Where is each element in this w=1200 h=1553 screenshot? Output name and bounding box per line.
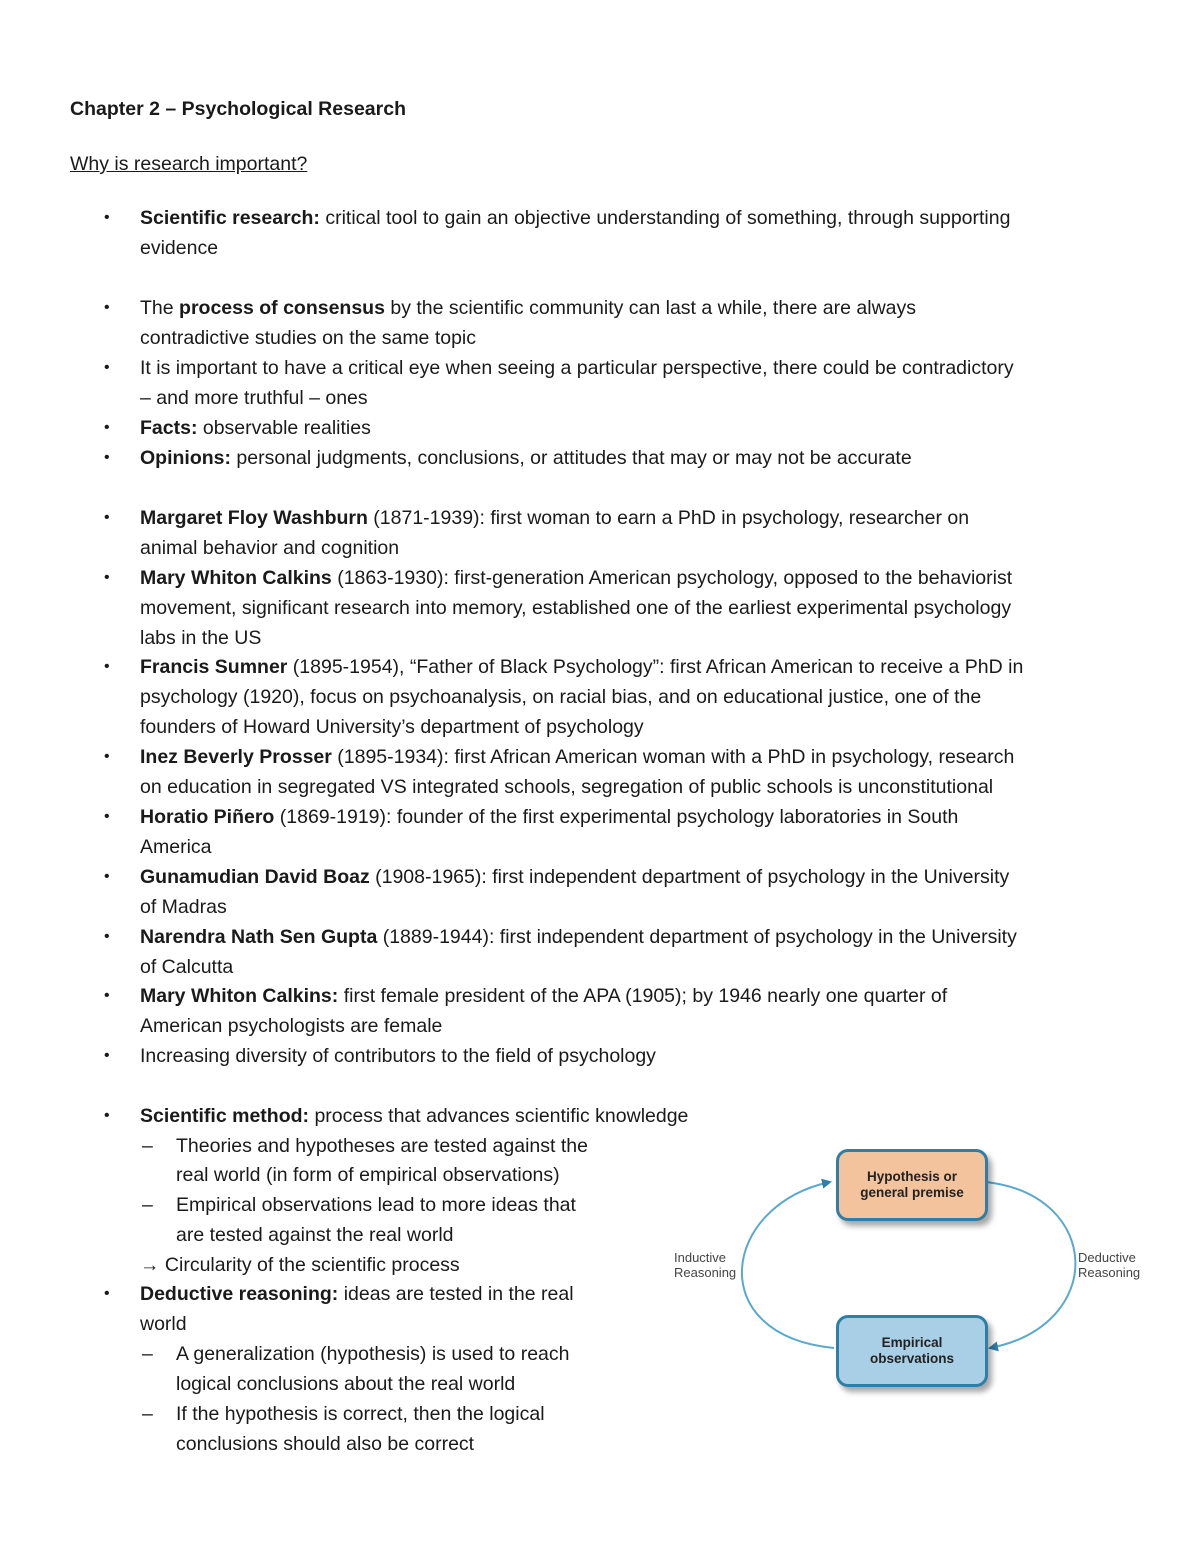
list-item-continuation: of Madras <box>140 896 227 918</box>
definition: ideas are tested in the real <box>338 1283 574 1305</box>
term: Deductive reasoning: <box>140 1283 339 1305</box>
hypothesis-box <box>836 1149 988 1221</box>
section-heading: Why is research important? <box>70 153 308 175</box>
list-item-continuation: psychology (1920), focus on psychoanalysis, on racial bias, and on educational justice, one of the <box>140 686 982 708</box>
term: Scientific method: <box>140 1105 310 1127</box>
term: Scientific research: <box>140 207 320 229</box>
term: process of consensus <box>179 297 385 319</box>
text: (1895-1954), “Father of Black Psychology”: first African American to receive a PhD in <box>287 656 1024 678</box>
scientific-process-diagram <box>662 1135 1162 1405</box>
list-item <box>140 503 969 533</box>
text: Empirical observations lead to more ideas that <box>176 1194 576 1216</box>
sub-item <box>142 1399 545 1429</box>
list-item-continuation: labs in the US <box>140 627 262 649</box>
list-item <box>140 203 1010 233</box>
list-item: • It is important to have a critical eye when seeing a particular perspective, there could be contradictory <box>140 353 1014 383</box>
sub-item-continuation: conclusions should also be correct <box>176 1433 475 1455</box>
box-label: general premise <box>860 1185 964 1200</box>
term: Facts: <box>140 417 198 439</box>
list-item <box>140 862 1009 892</box>
list-item-continuation: of Calcutta <box>140 956 234 978</box>
list-item-continuation: founders of Howard University’s department of psychology <box>140 716 644 738</box>
list-item <box>140 443 912 473</box>
list-item <box>140 742 1014 772</box>
list-item <box>140 981 947 1011</box>
person-name: Mary Whiton Calkins: <box>140 985 339 1007</box>
label-line: Reasoning <box>1078 1265 1141 1280</box>
inductive-arrow <box>742 1182 834 1348</box>
list-item <box>140 1101 688 1131</box>
list-item-continuation: movement, significant research into memory, established one of the earliest experimental psychology <box>140 597 1012 619</box>
term: Opinions: <box>140 447 231 469</box>
text: (1871-1939): first woman to earn a PhD in psychology, researcher on <box>367 507 970 529</box>
sub-item <box>142 1339 570 1369</box>
deductive-arrow <box>986 1182 1075 1348</box>
definition: personal judgments, conclusions, or attitudes that may or may not be accurate <box>231 447 912 469</box>
text: (1908-1965): first independent department of psychology in the University <box>369 866 1010 888</box>
page-title: Chapter 2 – Psychological Research <box>70 98 406 120</box>
box-label: Hypothesis or <box>866 1169 958 1184</box>
list-item-continuation: world <box>140 1313 187 1335</box>
label-line: Inductive <box>674 1250 727 1265</box>
list-item <box>140 652 1023 682</box>
deductive-label <box>1078 1250 1140 1280</box>
person-name: Mary Whiton Calkins <box>140 567 332 589</box>
dash: – <box>142 1343 153 1365</box>
dash: – <box>142 1194 153 1216</box>
list-item <box>140 563 1012 593</box>
dash: – <box>142 1403 153 1425</box>
text: (1869-1919): founder of the first experimental psychology laboratories in South <box>274 806 959 828</box>
list-item <box>140 922 1017 952</box>
sub-item-continuation: logical conclusions about the real world <box>176 1373 516 1395</box>
list-item-continuation: American psychologists are female <box>140 1015 443 1037</box>
inductive-label <box>674 1250 736 1280</box>
list-item <box>140 413 371 443</box>
person-name: Francis Sumner <box>140 656 288 678</box>
text: (1889-1944): first independent department of psychology in the University <box>377 926 1017 948</box>
sub-item-continuation: real world (in form of empirical observations) <box>176 1164 560 1186</box>
sub-item <box>142 1190 576 1220</box>
list-item <box>140 1279 574 1309</box>
person-name: Narendra Nath Sen Gupta <box>140 926 378 948</box>
text: by the scientific community can last a while, there are always <box>384 297 916 319</box>
person-name: Margaret Floy Washburn <box>140 507 368 529</box>
list-item-continuation: animal behavior and cognition <box>140 537 400 559</box>
box-label: observations <box>869 1351 955 1366</box>
arrow-note: → Circularity of the scientific process <box>140 1254 460 1276</box>
list-item-continuation: America <box>140 836 212 858</box>
text: (1863-1930): first-generation American psychology, opposed to the behaviorist <box>331 567 1013 589</box>
person-name: Gunamudian David Boaz <box>140 866 370 888</box>
dash: – <box>142 1135 153 1157</box>
person-name: Horatio Piñero <box>140 806 275 828</box>
text: The <box>140 297 180 319</box>
text: If the hypothesis is correct, then the logical <box>176 1403 545 1425</box>
sub-item-continuation: are tested against the real world <box>176 1224 454 1246</box>
list-item-continuation: contradictive studies on the same topic <box>140 327 477 349</box>
text: (1895-1934): first African American woman with a PhD in psychology, research <box>331 746 1015 768</box>
box-label: Empirical <box>881 1335 943 1350</box>
list-item-continuation: evidence <box>140 237 219 259</box>
list-item <box>140 293 916 323</box>
definition: process that advances scientific knowledge <box>309 1105 689 1127</box>
list-item <box>140 802 958 832</box>
list-item-continuation: – and more truthful – ones <box>140 387 368 409</box>
person-name: Inez Beverly Prosser <box>140 746 332 768</box>
definition: observable realities <box>197 417 371 439</box>
text: first female president of the APA (1905); by 1946 nearly one quarter of <box>338 985 948 1007</box>
text: Theories and hypotheses are tested against the <box>176 1135 588 1157</box>
list-item: • Increasing diversity of contributors to the field of psychology <box>140 1041 656 1071</box>
label-line: Reasoning <box>674 1265 737 1280</box>
sub-item <box>142 1131 588 1161</box>
observations-box <box>836 1315 988 1387</box>
list-item-continuation: on education in segregated VS integrated schools, segregation of public schools is unconstitutional <box>140 776 994 798</box>
text: A generalization (hypothesis) is used to reach <box>176 1343 570 1365</box>
definition: critical tool to gain an objective understanding of something, through supporting <box>319 207 1011 229</box>
label-line: Deductive <box>1078 1250 1136 1265</box>
